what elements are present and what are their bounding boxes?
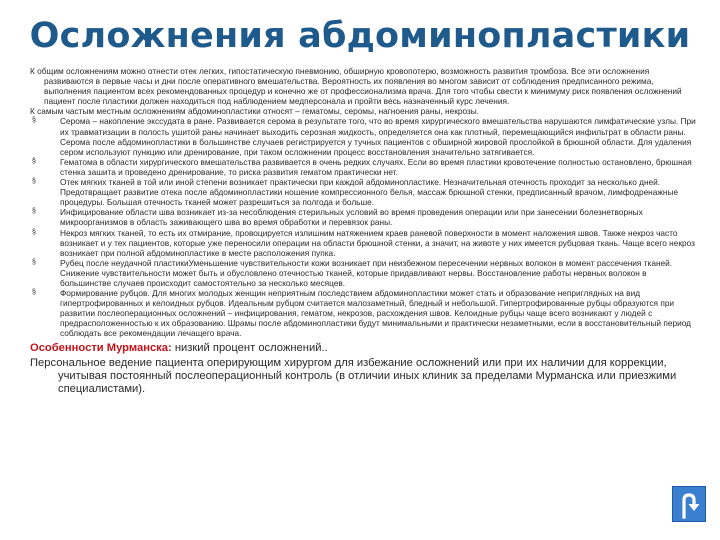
list-item [30,157,696,177]
closing-paragraph: Персональное ведение пациента оперирующим хирургом для избежание осложнений или при их наличии для коррекции, учитывая постоянный послеоперационный контроль (в отличии иных клиник за пределами Мурманска или приезжими специалистами). [30,356,677,395]
slide-content [30,66,696,396]
list-item-text: Серома – накопление экссудата в ране. Развивается серома в результате того, что во время хирургического вмешательства нарушаются лимфатические узлы. При их травматизации в полость ушитой раны начинает выходить серозная жидкость, определяется она как плотный, перемещающийся инфильтрат в области раны. Серома после абдоминопластики в большинстве случаев регистрируется у тучных пациентов с обширной жировой прослойкой в брюшной области. Для удаления сером используют пункцию или дренирование, при таком осложнении процесс восстановления значительно затягивается. [60,116,696,157]
list-item [30,228,696,258]
murmansk-feature [30,342,696,355]
list-item [30,207,696,227]
list-item [30,177,696,207]
list-item [30,116,696,156]
bullet-icon: § [32,208,36,216]
list-item-text: Некроз мягких тканей, то есть их отмирание, провоцируется излишним натяжением краев раневой поверхности в момент наложения швов. Также некроз часто возникает и у тех пациентов, которые уже переносили операции на области брюшной стенки, а значит, на животе у них имеется рубцовая ткань. Чаще всего некроз возникает при полной абдоминопластике в месте расположения пупка. [60,227,695,258]
bullet-icon: § [32,178,36,186]
local-complications-intro: К самым частым местным осложнениям абдоминопластики относят – гематомы, серомы, нагноения раны, некрозы. [30,106,480,117]
complications-list [30,116,696,338]
bullet-icon: § [32,228,36,236]
list-item-text: Отек мягких тканей в той или иной степени возникает практически при каждой абдоминопластике. Незначительная отечность проходит за несколько дней. Предотвращает развитие отека после абдоминопластики ношение компрессионного белья, массаж брюшной стенки, предписанный врачом, лимфодренажные процедуры. Большая отечность тканей может разрешиться за полгода и больше. [60,177,679,208]
u-turn-arrow-icon [673,487,705,521]
list-item-text: Инфицирование области шва возникает из-за несоблюдения стерильных условий во время проведения операции или при занесении болезнетворных микроорганизмов в область заживающего шва во время обработки и перевязок раны. [60,207,643,228]
feature-text: низкий процент осложнений.. [171,341,328,354]
intro-paragraph: К общим осложнениям можно отнести отек легких, гипостатическую пневмонию, обширную кровопотерю, возможность развития тромбоза. Все эти осложнения развиваются в первые часы и дни после оперативного вмешательства. Вероятность их появления во многом зависит от соблюдения предписанного режима, выполнения пациентом всех рекомендованных процедур и конечно же от профессионализма врача. Для того чтобы свести к минимуму риск появления осложнений пациент после пластики должен находиться под наблюдением медперсонала и пройти весь назначенный курс лечения. [30,66,682,107]
list-item [30,258,696,288]
bullet-icon: § [32,289,36,297]
return-button[interactable] [672,486,706,522]
slide-title: Осложнения абдоминопластики [29,16,691,56]
list-item [30,288,696,338]
feature-highlight: Особенности Мурманска: [30,341,172,354]
bullet-icon: § [32,157,36,165]
list-item-text: Рубец после неудачной пластикиУменьшение чувствительности кожи возникает при неизбежном пересечении нервных волокон в момент рассечения тканей. Снижение чувствительности может быть и обусловлено отечностью тканей, которые придавливают нервы. Восстановление работы нервных волокон в большинстве случаев происходит самостоятельно за несколько месяцев. [60,257,673,288]
bullet-icon: § [32,258,36,266]
list-item-text: Формирование рубцов. Для многих молодых женщин неприятным последствием абдоминопластики может стать и образование неприглядных на вид гипертрофированных и келоидных рубцов. Идеальным рубцом считается малозаметный, бледный и небольшой. Гипертрофированные рубцы образуются при развитии послеоперационных осложнений – инфицирования, гематом, некрозов, расхождения швов. Келоидные рубцы чаще всего возникают у людей с предрасположенностью к их образованию. Шрамы после абдоминопластики будут минимальными и практически незаметными, если в восстановительный период соблюдать все рекомендации лечащего врача. [60,288,691,339]
list-item-text: Гематома в области хирургического вмешательства развивается в очень редких случаях. Если во время пластики кровотечение полностью остановлено, брюшная стенка зашита и проведено дренирование, то риска развития гематом практически нет. [60,156,692,177]
bullet-icon: § [32,117,36,125]
